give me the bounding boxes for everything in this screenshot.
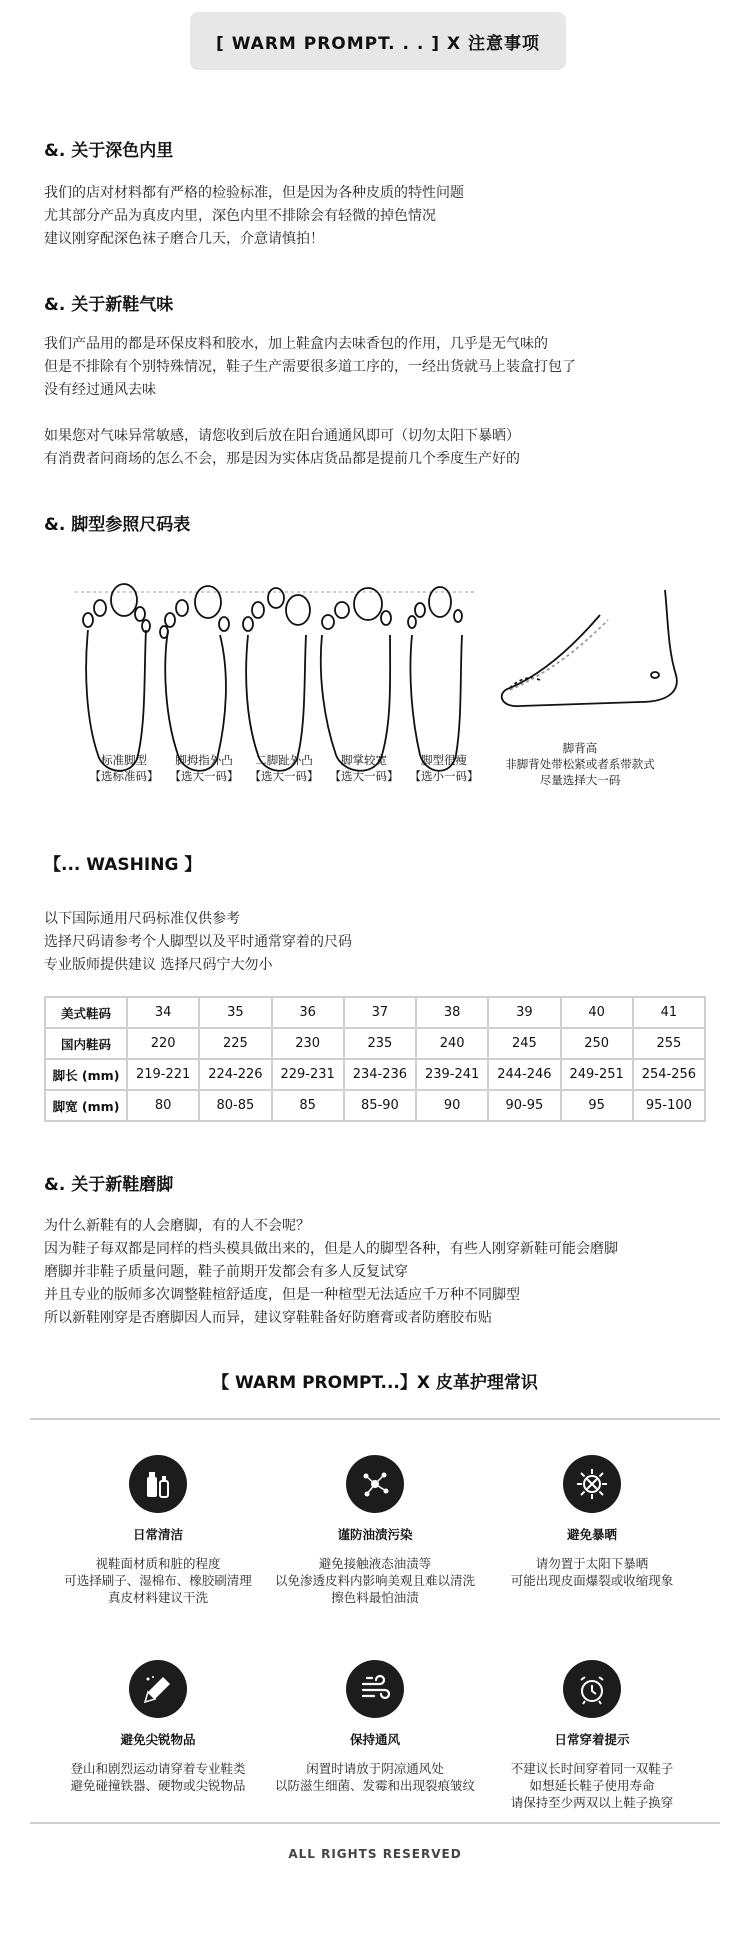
foot-name: 脚拇指外凸	[175, 753, 233, 767]
foot-caption-wide	[319, 752, 409, 784]
size-cell: 249-251	[561, 1059, 633, 1090]
desc-line: 避免碰撞铁器、硬物或尖锐物品	[70, 1778, 246, 1793]
foot-bunion-illustration	[160, 586, 229, 771]
text-line: 建议刚穿配深色袜子磨合几天，介意请慎拍！	[44, 231, 324, 247]
size-row-label: 国内鞋码	[45, 1028, 127, 1059]
ventilation-icon	[346, 1660, 404, 1718]
size-cell: 95-100	[633, 1090, 705, 1121]
size-cell: 225	[199, 1028, 271, 1059]
size-cell: 224-226	[199, 1059, 271, 1090]
section-title-washing: 【... WASHING 】	[44, 855, 202, 875]
care-item-sun	[482, 1455, 702, 1589]
dark-lining-text	[44, 182, 464, 251]
care-desc	[265, 1760, 485, 1794]
text-line: 有消费者问商场的怎么不会，那是因为实体店货品都是提前几个季度生产好的	[44, 451, 520, 467]
desc-line: 以免渗透皮料内影响美观且难以清洗	[274, 1573, 475, 1588]
foot-caption-thin	[399, 752, 489, 784]
alarm-clock-icon	[563, 1660, 621, 1718]
sun-icon	[563, 1455, 621, 1513]
size-row-label: 脚宽 (mm)	[45, 1090, 127, 1121]
size-cell: 35	[199, 997, 271, 1028]
text-line: 但是不排除有个别特殊情况，鞋子生产需要很多道工序的，一经出货就马上装盒打包了	[44, 359, 576, 375]
desc-line: 闲置时请放于阴凉通风处	[306, 1761, 444, 1776]
size-cell: 34	[127, 997, 199, 1028]
section-title-foot-chart: &. 脚型参照尺码表	[44, 515, 191, 535]
desc-line: 真皮材料建议干洗	[107, 1590, 208, 1605]
size-cell: 85	[272, 1090, 344, 1121]
care-item-sharp	[48, 1660, 268, 1794]
foot-standard-illustration	[83, 584, 150, 771]
care-label: 日常穿着提示	[554, 1732, 630, 1747]
desc-line: 以防滋生细菌、发霉和出现裂痕皱纹	[274, 1778, 475, 1793]
size-cell: 90	[416, 1090, 488, 1121]
divider	[30, 1822, 720, 1824]
care-desc	[48, 1555, 268, 1606]
instep-line: 非脚背处带松紧或者系带款式	[505, 757, 655, 771]
size-cell: 39	[488, 997, 560, 1028]
size-table-row	[45, 1028, 705, 1059]
size-cell: 41	[633, 997, 705, 1028]
foot-name: 脚掌较宽	[341, 753, 387, 767]
care-title: 【 WARM PROMPT...】X 皮革护理常识	[212, 1373, 538, 1393]
size-cell: 245	[488, 1028, 560, 1059]
desc-line: 可选择刷子、湿棉布、橡胶刷清理	[64, 1573, 252, 1588]
text-line: 没有经过通风去味	[44, 382, 156, 398]
size-cell: 36	[272, 997, 344, 1028]
size-table	[44, 996, 706, 1122]
size-cell: 95	[561, 1090, 633, 1121]
care-desc	[48, 1760, 268, 1794]
size-cell: 220	[127, 1028, 199, 1059]
foot-advice: 【选小一码】	[409, 769, 479, 783]
care-label: 保持通风	[349, 1732, 400, 1747]
size-cell: 219-221	[127, 1059, 199, 1090]
section-title-dark-lining: &. 关于深色内里	[44, 141, 174, 161]
care-item-wearing	[482, 1660, 702, 1811]
size-cell: 40	[561, 997, 633, 1028]
foot-name: 脚型很瘦	[421, 753, 467, 767]
size-cell: 230	[272, 1028, 344, 1059]
instep-caption	[480, 740, 680, 788]
smell-text	[44, 333, 576, 402]
size-cell: 240	[416, 1028, 488, 1059]
divider	[30, 1418, 720, 1420]
size-cell: 250	[561, 1028, 633, 1059]
care-label: 谨防油渍污染	[337, 1527, 413, 1542]
text-line: 尤其部分产品为真皮内里，深色内里不排除会有轻微的掉色情况	[44, 208, 436, 224]
desc-line: 可能出现皮面爆裂或收缩现象	[510, 1573, 674, 1588]
stain-splash-icon	[346, 1455, 404, 1513]
rubbing-text	[44, 1215, 618, 1330]
desc-line: 避免接触液态油渍等	[318, 1556, 432, 1571]
foot-advice: 【选标准码】	[89, 769, 159, 783]
warm-prompt-banner	[190, 12, 566, 70]
size-table-row	[45, 1090, 705, 1121]
care-label: 日常清洁	[132, 1527, 183, 1542]
size-cell: 85-90	[344, 1090, 416, 1121]
size-cell: 80-85	[199, 1090, 271, 1121]
care-item-ventilation	[265, 1660, 485, 1794]
size-row-label: 脚长 (mm)	[45, 1059, 127, 1090]
size-cell: 244-246	[488, 1059, 560, 1090]
text-line: 为什么新鞋有的人会磨脚，有的人不会呢？	[44, 1218, 310, 1234]
desc-line: 请勿置于太阳下暴晒	[535, 1556, 649, 1571]
cleaning-bottle-icon	[129, 1455, 187, 1513]
foot-advice: 【选大一码】	[169, 769, 239, 783]
size-table-row	[45, 1059, 705, 1090]
care-item-cleaning	[48, 1455, 268, 1606]
foot-wide-illustration	[321, 588, 391, 771]
size-cell: 234-236	[344, 1059, 416, 1090]
care-desc	[482, 1555, 702, 1589]
desc-line: 如想延长鞋子使用寿命	[529, 1778, 655, 1793]
instep-title: 脚背高	[562, 741, 598, 755]
size-cell: 235	[344, 1028, 416, 1059]
desc-line: 登山和剧烈运动请穿着专业鞋类	[70, 1761, 246, 1776]
desc-line: 视鞋面材质和脏的程度	[95, 1556, 221, 1571]
care-item-stain	[265, 1455, 485, 1606]
foot-name: 二脚趾外凸	[255, 753, 313, 767]
foot-name: 标准脚型	[101, 753, 147, 767]
text-line: 选择尺码请参考个人脚型以及平时通常穿着的尺码	[44, 934, 352, 950]
foot-second-toe-illustration	[243, 588, 310, 771]
instep-line: 尽量选择大一码	[539, 773, 621, 787]
text-line: 以下国际通用尺码标准仅供参考	[44, 911, 240, 927]
size-table-row	[45, 997, 705, 1028]
section-title-smell: &. 关于新鞋气味	[44, 295, 174, 315]
text-line: 磨脚并非鞋子质量问题，鞋子前期开发都会有多人反复试穿	[44, 1264, 408, 1280]
size-cell: 90-95	[488, 1090, 560, 1121]
text-line: 并且专业的版师多次调整鞋楦舒适度，但是一种楦型无法适应千万种不同脚型	[44, 1287, 520, 1303]
desc-line: 擦色料最怕油渍	[331, 1590, 419, 1605]
section-title-rubbing: &. 关于新鞋磨脚	[44, 1175, 174, 1195]
text-line: 所以新鞋刚穿是否磨脚因人而异，建议穿鞋鞋备好防磨膏或者防磨胶布贴	[44, 1310, 492, 1326]
size-cell: 255	[633, 1028, 705, 1059]
text-line: 如果您对气味异常敏感，请您收到后放在阳台通通风即可（切勿太阳下暴晒）	[44, 428, 520, 444]
care-label: 避免尖锐物品	[120, 1732, 196, 1747]
desc-line: 不建议长时间穿着同一双鞋子	[510, 1761, 674, 1776]
size-row-label: 美式鞋码	[45, 997, 127, 1028]
foot-advice: 【选大一码】	[329, 769, 399, 783]
desc-line: 请保持至少两双以上鞋子换穿	[510, 1795, 674, 1810]
size-cell: 80	[127, 1090, 199, 1121]
foot-advice: 【选大一码】	[249, 769, 319, 783]
washing-text	[44, 908, 352, 977]
banner-text: [ WARM PROMPT. . . ] X 注意事项	[216, 33, 540, 54]
foot-caption-standard	[79, 752, 169, 784]
size-cell: 38	[416, 997, 488, 1028]
size-cell: 239-241	[416, 1059, 488, 1090]
sharp-object-icon	[129, 1660, 187, 1718]
care-label: 避免暴晒	[566, 1527, 617, 1542]
smell-text-2	[44, 425, 520, 471]
size-cell: 229-231	[272, 1059, 344, 1090]
foot-thin-illustration	[408, 587, 462, 771]
foot-caption-bunion	[159, 752, 249, 784]
foot-caption-second-toe	[239, 752, 329, 784]
text-line: 因为鞋子每双都是同样的档头模具做出来的，但是人的脚型各种，有些人刚穿新鞋可能会磨脚	[44, 1241, 618, 1257]
size-cell: 254-256	[633, 1059, 705, 1090]
text-line: 我们的店对材料都有严格的检验标准，但是因为各种皮质的特性问题	[44, 185, 464, 201]
footer-rights: ALL RIGHTS RESERVED	[288, 1847, 462, 1861]
foot-instep-illustration	[502, 590, 677, 706]
size-cell: 37	[344, 997, 416, 1028]
care-desc	[482, 1760, 702, 1811]
text-line: 专业版师提供建议 选择尺码宁大勿小	[44, 957, 273, 973]
care-desc	[265, 1555, 485, 1606]
text-line: 我们产品用的都是环保皮料和胶水，加上鞋盒内去味香包的作用，几乎是无气味的	[44, 336, 548, 352]
